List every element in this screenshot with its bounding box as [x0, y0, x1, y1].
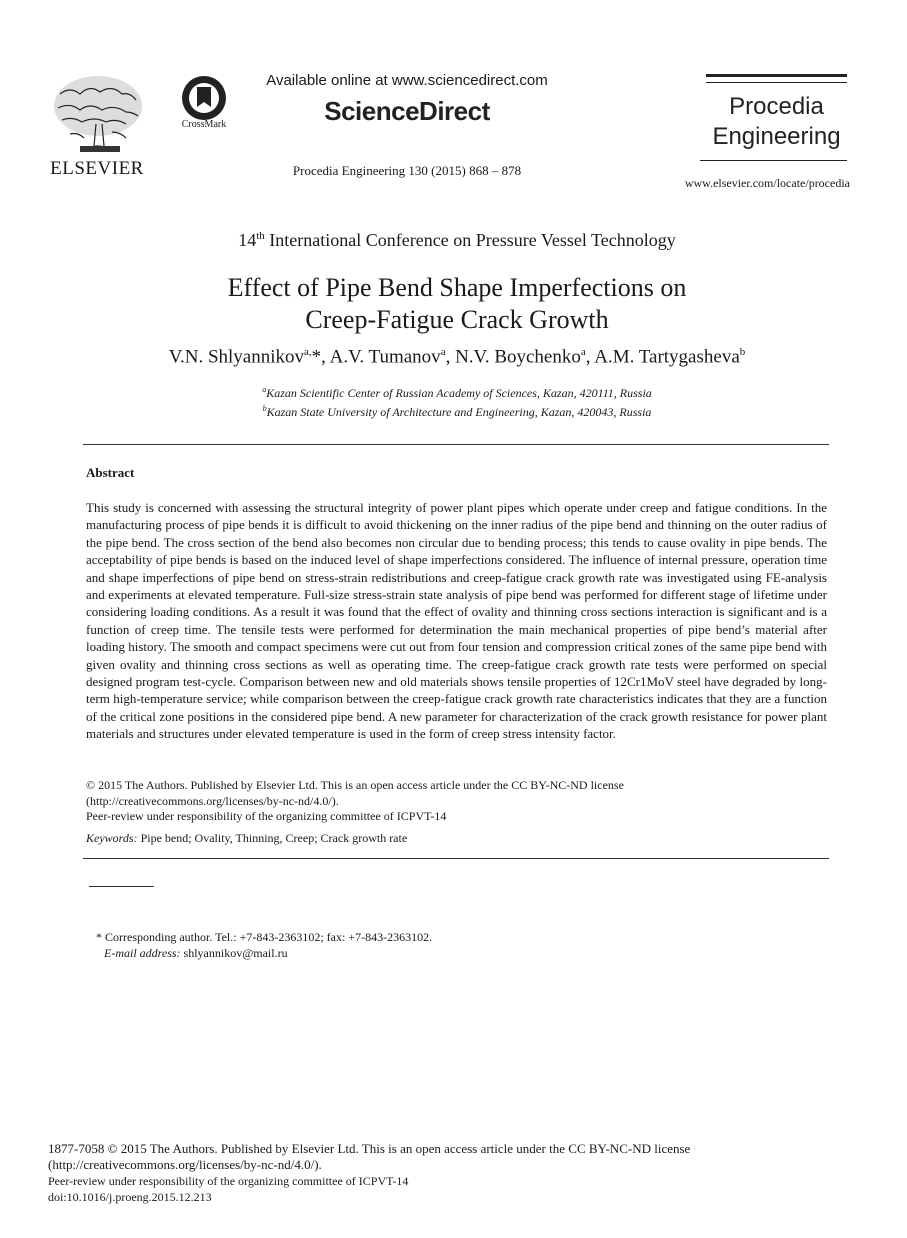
- journal-logo-line2: Engineering: [712, 123, 841, 150]
- available-online-text: Available online at www.sciencedirect.com: [266, 72, 548, 89]
- journal-reference: Procedia Engineering 130 (2015) 868 – 878: [292, 163, 522, 178]
- keywords-list: Pipe bend; Ovality, Thinning, Creep; Crack growth rate: [137, 831, 408, 845]
- affiliation-text: Kazan State University of Architecture and Engineering, Kazan, 420043, Russia: [266, 405, 652, 419]
- email-line: [96, 945, 796, 961]
- email-label: E-mail address:: [104, 946, 181, 960]
- elsevier-tree-logo: [50, 74, 146, 156]
- email-address[interactable]: shlyannikov@mail.ru: [180, 946, 288, 960]
- keywords-label: Keywords:: [86, 831, 138, 845]
- author-name: A.V. Tumanov: [329, 346, 441, 368]
- journal-logo-line1: Procedia: [729, 93, 824, 120]
- abstract-heading: Abstract: [86, 465, 135, 480]
- affiliation-list: [60, 382, 854, 420]
- corresponding-contact: * Corresponding author. Tel.: +7-843-2363102; fax: +7-843-2363102.: [96, 930, 433, 944]
- procedia-rule-bottom: [700, 160, 847, 161]
- journal-url-link[interactable]: www.elsevier.com/locate/procedia: [684, 176, 850, 190]
- author-separator: ,: [321, 346, 330, 368]
- paper-title-line2: Creep-Fatigue Crack Growth: [305, 305, 609, 334]
- author-name: V.N. Shlyannikov: [168, 346, 305, 368]
- author-separator: ,: [445, 346, 456, 368]
- paper-title: [60, 272, 854, 336]
- doi-link[interactable]: doi:10.1016/j.proeng.2015.12.213: [48, 1190, 212, 1204]
- author-name: N.V. Boychenko: [455, 346, 581, 368]
- elsevier-wordmark: ELSEVIER: [50, 158, 144, 179]
- conference-ordinal: th: [256, 230, 265, 242]
- author-name: A.M. Tartygasheva: [594, 346, 740, 368]
- affiliation-text: Kazan Scientific Center of Russian Academy of Sciences, Kazan, 420111, Russia: [266, 386, 652, 400]
- affiliation-mark: a: [262, 385, 267, 394]
- crossmark-label: CrossMark: [181, 119, 227, 130]
- conference-name: [60, 230, 854, 251]
- procedia-rule-mid: [706, 82, 847, 83]
- license-link[interactable]: (http://creativecommons.org/licenses/by-nc-nd/4.0/).: [86, 794, 339, 808]
- conference-title: International Conference on Pressure Vessel Technology: [264, 230, 676, 250]
- procedia-rule-top: [706, 74, 847, 77]
- author-separator: ,: [585, 346, 595, 368]
- abstract-body: This study is concerned with assessing the structural integrity of power plant pipes which operate under creep and fatigue conditions. In the manufacturing process of pipe bends it is difficult to avoid thickening on the inner radius of the pipe bend and thinning on the outer radius of the pipe bend. The cross section of the bend also becomes non circular due to bending process; this tends to cause ovality in pipe bends. The acceptability of pipe bends is based on the induced level of shape imperfections considered. The influence of internal pressure, operation time and shape imperfections of pipe bend on stress-strain redistributions and creep-fatigue crack growth rate was investigated using FE-analysis and experiments at elevated temperature. Full-size stress-strain state analysis of pipe bend was performed for different stage of lifetime under considering loading conditions. As a result it was found that the effect of ovality and thinning cross sections interaction is significant and is a function of creep time. The tensile tests were performed for determination the main mechanical properties of pipe bend’s material after loading history. The smooth and compact specimens were cut out from four tension and compression critical zones of the same pipe bend with given ovality and thinning cross sections as well as operating time. The creep-fatigue crack growth rate tests were performed on special designed program test-cycle. Comparison between new and old materials shows tensile properties of 12Cr1MoV steel have degraded by long-term high-temperature service; while comparison between the creep-fatigue crack growth rate characteristics indicates that they are a function of the critical zone positions in the considered pipe bend. A new parameter for characterization of the crack growth resistance for power plant materials and structures under elevated temperature is used in the form of creep stress intensity factor.: [86, 500, 827, 742]
- paper-title-line1: Effect of Pipe Bend Shape Imperfections on: [227, 273, 687, 302]
- affiliation-mark: b: [262, 404, 267, 413]
- author-list: [60, 346, 854, 368]
- footer-peer-review: Peer-review under responsibility of the organizing committee of ICPVT-14: [48, 1174, 409, 1188]
- peer-review-notice: Peer-review under responsibility of the organizing committee of ICPVT-14: [86, 809, 447, 823]
- footnote-rule: [89, 886, 154, 887]
- copyright-notice: © 2015 The Authors. Published by Elsevier Ltd. This is an open access article under the CC BY-NC-ND license: [86, 778, 624, 792]
- author-affiliation-mark: a,: [304, 346, 312, 358]
- divider-bottom: [83, 858, 829, 859]
- author-affiliation-mark: a: [440, 346, 446, 358]
- corresponding-author-footnote: [96, 929, 796, 961]
- corresponding-mark: *: [311, 346, 322, 368]
- author-affiliation-mark: b: [739, 346, 746, 358]
- author-affiliation-mark: a: [580, 346, 586, 358]
- sciencedirect-logo: ScienceDirect: [324, 96, 490, 126]
- divider-top: [83, 444, 829, 445]
- page-footer: [48, 1141, 848, 1205]
- crossmark-icon[interactable]: [180, 74, 228, 122]
- journal-logo: [700, 92, 853, 152]
- conference-number: 14: [238, 230, 257, 250]
- keywords: [86, 831, 827, 846]
- affiliation-item: [60, 401, 854, 420]
- footer-license-link[interactable]: (http://creativecommons.org/licenses/by-nc-nd/4.0/).: [48, 1157, 322, 1172]
- affiliation-item: [60, 382, 854, 401]
- issn-copyright-line: 1877-7058 © 2015 The Authors. Published by Elsevier Ltd. This is an open access article under the CC BY-NC-ND license: [48, 1141, 691, 1156]
